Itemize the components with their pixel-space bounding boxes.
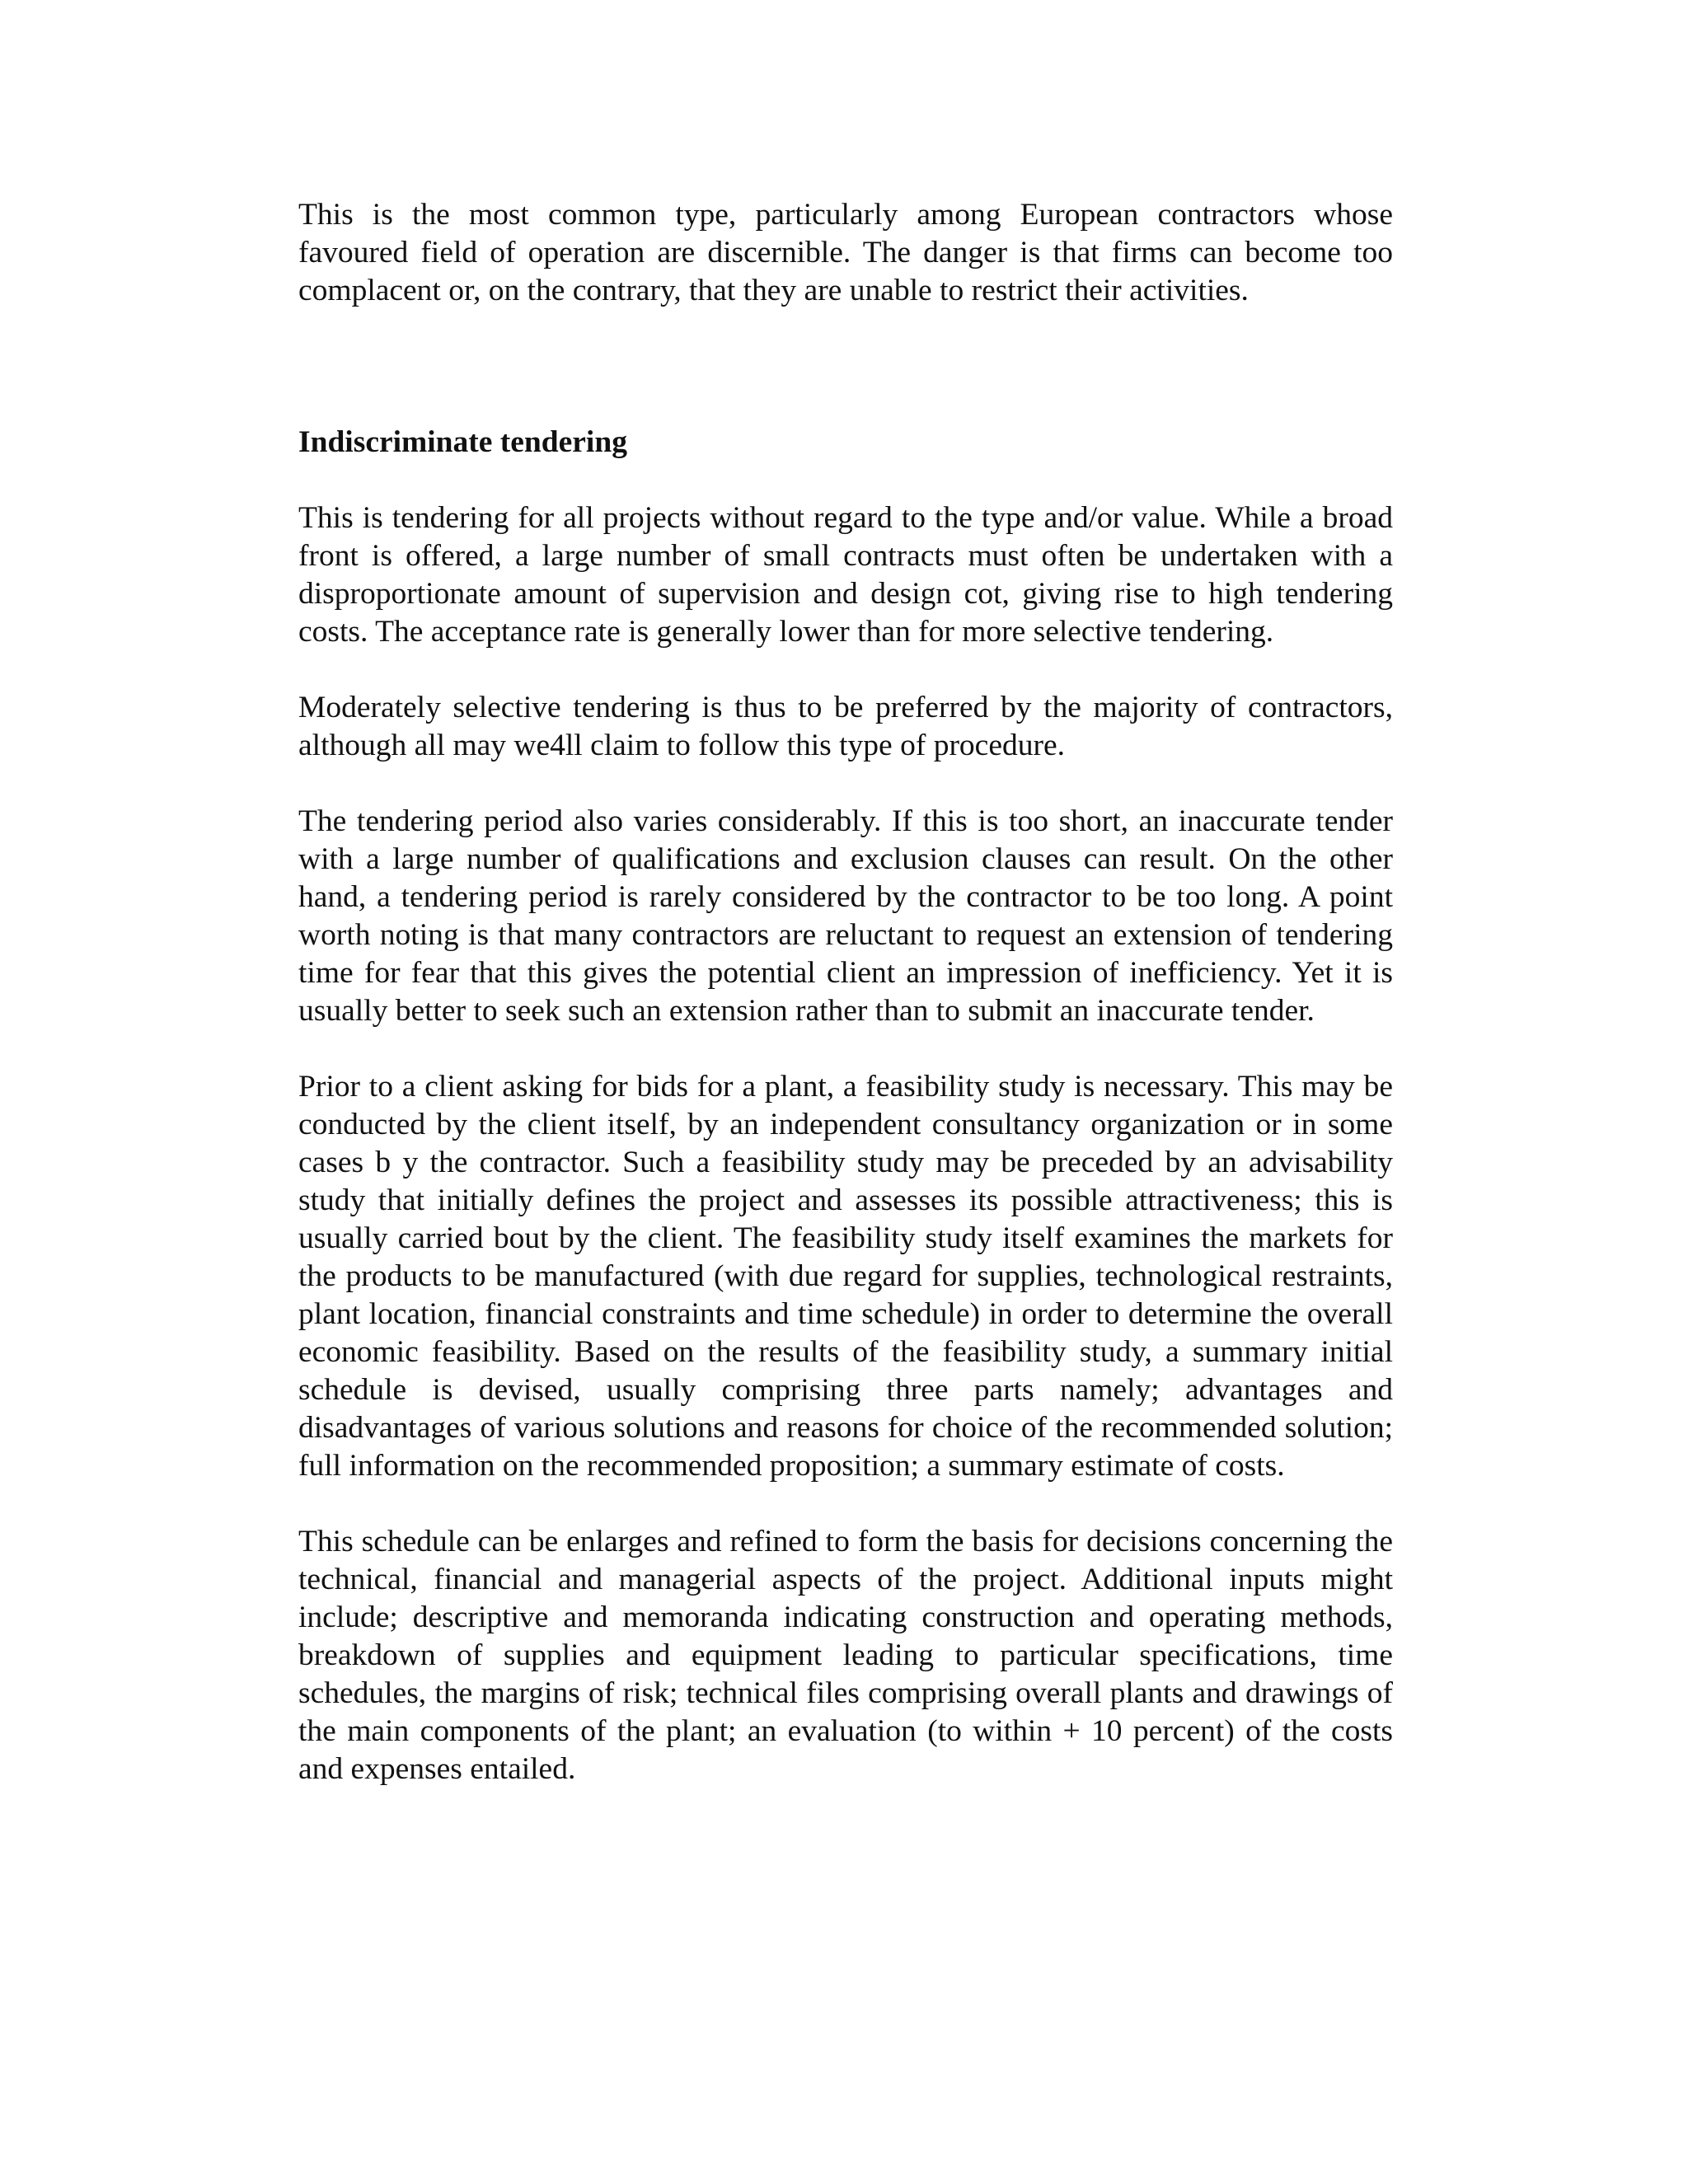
intro-paragraph: This is the most common type, particularly among European contractors whose favoured field of operation are discernible. The danger is that firms can become too complacent or, on the contrary, that they are unable to restrict their activities. [298, 198, 1393, 307]
section-heading: Indiscriminate tendering [298, 425, 627, 459]
paragraph-tendering-period: The tendering period also varies considerably. If this is too short, an inaccurate tender with a large number of qualifications and exclusion clauses can result. On the other hand, a tendering period is rarely considered by the contractor to be too long. A point worth noting is that many contractors are reluctant to request an extension of tendering time for fear that this gives the potential client an impression of inefficiency. Yet it is usually better to seek such an extension rather than to submit an inaccurate tender. [298, 804, 1393, 1028]
paragraph-indiscriminate-tendering: This is tendering for all projects without regard to the type and/or value. While a broad front is offered, a large number of small contracts must often be undertaken with a disproportionate amount of supervision and design cot, giving rise to high tendering costs. The acceptance rate is generally lower than for more selective tendering. [298, 501, 1393, 649]
document-page [298, 196, 1393, 1788]
paragraph-schedule: This schedule can be enlarges and refined to form the basis for decisions concerning the technical, financial and managerial aspects of the project. Additional inputs might include; descriptive and memoranda indicating construction and operating methods, breakdown of supplies and equipment leading to particular specifications, time schedules, the margins of risk; technical files comprising overall plants and drawings of the main components of the plant; an evaluation (to within + 10 percent) of the costs and expenses entailed. [298, 1525, 1393, 1786]
paragraph-moderately-selective: Moderately selective tendering is thus to be preferred by the majority of contractors, although all may we4ll claim to follow this type of procedure. [298, 691, 1393, 762]
paragraph-feasibility-study: Prior to a client asking for bids for a plant, a feasibility study is necessary. This may be conducted by the client itself, by an independent consultancy organization or in some cases b y the contractor. Such a feasibility study may be preceded by an advisability study that initially defines the project and assesses its possible attractiveness; this is usually carried bout by the client. The feasibility study itself examines the markets for the products to be manufactured (with due regard for supplies, technological restraints, plant location, financial constraints and time schedule) in order to determine the overall economic feasibility. Based on the results of the feasibility study, a summary initial schedule is devised, usually comprising three parts namely; advantages and disadvantages of various solutions and reasons for choice of the recommended solution; full information on the recommended proposition; a summary estimate of costs. [298, 1070, 1393, 1483]
